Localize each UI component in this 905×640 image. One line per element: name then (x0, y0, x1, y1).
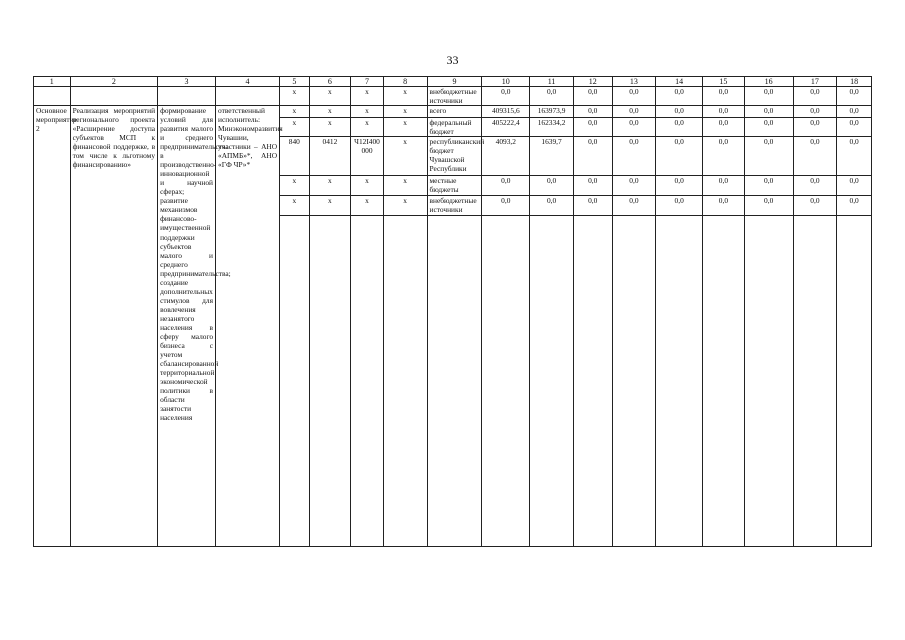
empty-cell (573, 216, 612, 547)
header-cell: 2 (70, 77, 157, 87)
value-cell: 0,0 (703, 196, 745, 216)
value-cell: 0,0 (793, 176, 837, 196)
empty-cell (70, 87, 157, 106)
value-cell: 0,0 (793, 87, 837, 106)
empty-cell (656, 216, 703, 547)
value-cell: 0,0 (573, 87, 612, 106)
header-cell: 14 (656, 77, 703, 87)
measure-goal-cell: формирование условий для развития малого и среднего предпринимательства в производственно-инновационной и научной сферах; развитие механизмов финансово-имущественной поддержки субъектов малого и среднего предпринимательства; создание дополнительных стимулов для вовлечения незанятого населения в сферу малого бизнеса с учетом сбалансированной территориальной экономической политики в области занятости населения (158, 106, 216, 547)
empty-cell (158, 87, 216, 106)
empty-cell (793, 216, 837, 547)
table-row (34, 106, 872, 118)
value-cell: 1639,7 (530, 137, 574, 176)
value-cell: 0,0 (744, 176, 793, 196)
measure-executor-cell: ответственный исполнитель: Минэкономразвития Чувашии, участники – АНО «АПМБ»*, АНО «ГФ ЧР»* (216, 106, 280, 547)
header-cell: 6 (309, 77, 351, 87)
empty-cell (837, 216, 872, 547)
empty-cell (383, 216, 427, 547)
header-cell: 9 (427, 77, 482, 87)
section-code-cell: 0412 (309, 137, 351, 176)
target-code-cell: x (351, 176, 384, 196)
value-cell: 0,0 (656, 176, 703, 196)
value-cell: 0,0 (837, 87, 872, 106)
value-cell: 0,0 (612, 196, 656, 216)
header-cell: 7 (351, 77, 384, 87)
header-cell: 18 (837, 77, 872, 87)
value-cell: 0,0 (530, 176, 574, 196)
empty-cell (703, 216, 745, 547)
page-number: 33 (446, 53, 459, 67)
header-cell: 11 (530, 77, 574, 87)
value-cell: 0,0 (703, 137, 745, 176)
target-code-cell: x (351, 87, 384, 106)
value-cell: 0,0 (744, 118, 793, 137)
value-cell: 0,0 (573, 137, 612, 176)
value-cell: 0,0 (656, 137, 703, 176)
gr-code-cell: x (280, 176, 309, 196)
funding-source-cell: федеральный бюджет (427, 118, 482, 137)
value-cell: 0,0 (837, 137, 872, 176)
value-cell: 409315,6 (482, 106, 530, 118)
gr-code-cell: x (280, 196, 309, 216)
value-cell: 0,0 (703, 106, 745, 118)
target-code-cell: Ч12I400000 (351, 137, 384, 176)
value-cell: 0,0 (612, 118, 656, 137)
expense-code-cell: x (383, 137, 427, 176)
gr-code-cell: x (280, 118, 309, 137)
funding-source-cell: внебюджетные источники (427, 196, 482, 216)
section-code-cell: x (309, 118, 351, 137)
measure-title-cell: Реализация мероприятий регионального проекта «Расширение доступа субъектов МСП к финансовой поддержке, в том числе к льготному финансированию» (70, 106, 157, 547)
value-cell: 0,0 (656, 87, 703, 106)
empty-cell (351, 216, 384, 547)
value-cell: 0,0 (530, 196, 574, 216)
value-cell: 163973,9 (530, 106, 574, 118)
gr-code-cell: 840 (280, 137, 309, 176)
value-cell: 0,0 (837, 106, 872, 118)
expense-code-cell: x (383, 106, 427, 118)
value-cell: 0,0 (573, 196, 612, 216)
target-code-cell: x (351, 118, 384, 137)
value-cell: 0,0 (656, 118, 703, 137)
value-cell: 0,0 (744, 87, 793, 106)
empty-cell (482, 216, 530, 547)
empty-cell (530, 216, 574, 547)
value-cell: 0,0 (482, 176, 530, 196)
funding-source-cell: всего (427, 106, 482, 118)
empty-cell (612, 216, 656, 547)
empty-cell (309, 216, 351, 547)
empty-cell (427, 216, 482, 547)
value-cell: 0,0 (573, 176, 612, 196)
value-cell: 0,0 (703, 176, 745, 196)
value-cell: 0,0 (793, 196, 837, 216)
target-code-cell: x (351, 106, 384, 118)
header-cell: 15 (703, 77, 745, 87)
value-cell: 0,0 (793, 137, 837, 176)
header-cell: 16 (744, 77, 793, 87)
empty-cell (744, 216, 793, 547)
funding-source-cell: внебюджетные источники (427, 87, 482, 106)
header-cell: 3 (158, 77, 216, 87)
expense-code-cell: x (383, 176, 427, 196)
value-cell: 0,0 (837, 196, 872, 216)
gr-code-cell: x (280, 106, 309, 118)
value-cell: 0,0 (482, 196, 530, 216)
value-cell: 0,0 (482, 87, 530, 106)
value-cell: 0,0 (744, 137, 793, 176)
value-cell: 4093,2 (482, 137, 530, 176)
header-row (34, 77, 872, 87)
budget-table (33, 76, 872, 547)
header-cell: 10 (482, 77, 530, 87)
value-cell: 0,0 (612, 137, 656, 176)
target-code-cell: x (351, 196, 384, 216)
header-cell: 1 (34, 77, 71, 87)
value-cell: 0,0 (656, 196, 703, 216)
section-code-cell: x (309, 196, 351, 216)
header-cell: 13 (612, 77, 656, 87)
header-cell: 17 (793, 77, 837, 87)
header-cell: 8 (383, 77, 427, 87)
value-cell: 0,0 (703, 118, 745, 137)
value-cell: 0,0 (837, 176, 872, 196)
empty-cell (216, 87, 280, 106)
funding-source-cell: местные бюджеты (427, 176, 482, 196)
expense-code-cell: x (383, 118, 427, 137)
value-cell: 0,0 (793, 118, 837, 137)
value-cell: 0,0 (703, 87, 745, 106)
measure-name-cell: Основное мероприятие 2 (34, 106, 71, 547)
value-cell: 0,0 (744, 196, 793, 216)
section-code-cell: x (309, 87, 351, 106)
section-code-cell: x (309, 106, 351, 118)
gr-code-cell: x (280, 87, 309, 106)
value-cell: 0,0 (530, 87, 574, 106)
value-cell: 0,0 (744, 106, 793, 118)
empty-cell (280, 216, 309, 547)
value-cell: 0,0 (612, 87, 656, 106)
table-row (34, 87, 872, 106)
header-cell: 12 (573, 77, 612, 87)
header-cell: 5 (280, 77, 309, 87)
value-cell: 0,0 (573, 106, 612, 118)
funding-source-cell: республиканский бюджет Чувашской Республики (427, 137, 482, 176)
value-cell: 0,0 (612, 176, 656, 196)
section-code-cell: x (309, 176, 351, 196)
value-cell: 0,0 (837, 118, 872, 137)
empty-cell (34, 87, 71, 106)
header-cell: 4 (216, 77, 280, 87)
value-cell: 0,0 (612, 106, 656, 118)
value-cell: 405222,4 (482, 118, 530, 137)
expense-code-cell: x (383, 196, 427, 216)
value-cell: 0,0 (793, 106, 837, 118)
value-cell: 0,0 (573, 118, 612, 137)
expense-code-cell: x (383, 87, 427, 106)
value-cell: 162334,2 (530, 118, 574, 137)
value-cell: 0,0 (656, 106, 703, 118)
